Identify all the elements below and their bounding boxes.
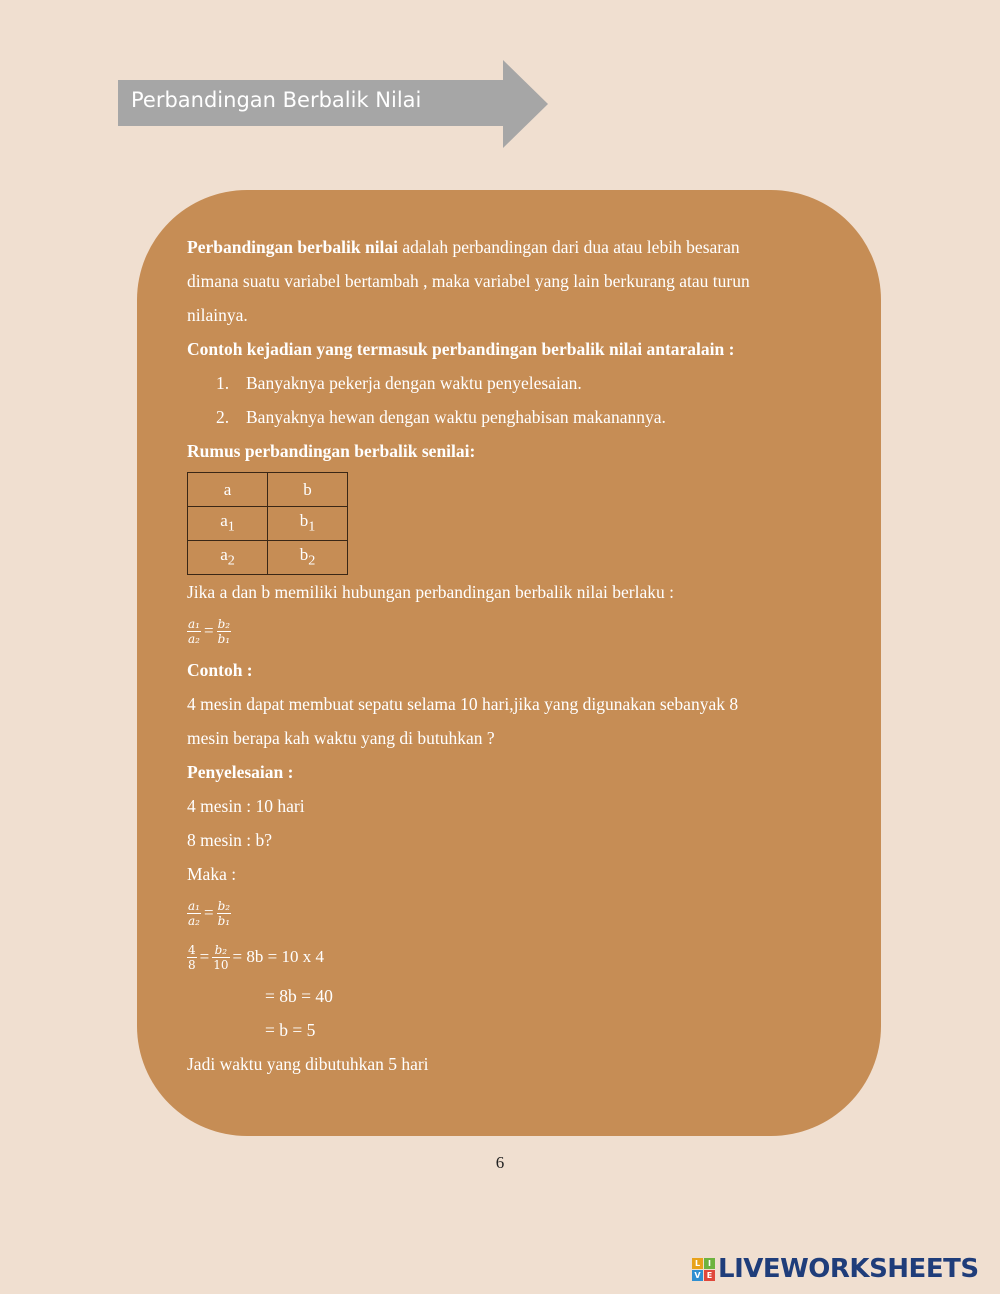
list-item: 1. Banyaknya pekerja dengan waktu penyelesaian. — [216, 373, 582, 393]
table-row — [188, 507, 348, 541]
conclusion: Jadi waktu yang dibutuhkan 5 hari — [187, 1054, 429, 1074]
fraction: $\frac{\text{b₂}}{10}$ — [213, 942, 229, 972]
definition-term: Perbandingan berbalik nilai — [187, 237, 399, 257]
table-header-b: b — [268, 473, 348, 507]
definition-line-3: nilainya. — [187, 305, 248, 325]
example-heading: Contoh : — [187, 660, 253, 680]
liveworksheets-logo[interactable] — [692, 1254, 979, 1284]
fraction: $\frac{\text{b₂}}{\text{b₁}}$ — [217, 616, 231, 646]
page-title: Perbandingan Berbalik Nilai — [131, 88, 422, 112]
fraction: $\frac{4}{8}$ — [188, 942, 196, 972]
calculation: $\frac{4}{8}$ = $\frac{\text{b₂}}{10}$ = 8b = 10 x 4 — [188, 942, 324, 972]
table-cell: $a_1$ — [188, 507, 268, 541]
section-banner — [118, 60, 548, 148]
table-cell: $b_1$ — [268, 507, 348, 541]
problem-line-1: 4 mesin dapat membuat sepatu selama 10 hari,jika yang digunakan sebanyak 8 — [187, 694, 739, 714]
definition-line-2: dimana suatu variabel bertambah , maka variabel yang lain berkurang atau turun — [187, 271, 750, 291]
examples-heading: Contoh kejadian yang termasuk perbandingan berbalik nilai antaralain : — [187, 339, 735, 359]
table-cell: $b_2$ — [268, 541, 348, 575]
given-1: 4 mesin : 10 hari — [187, 796, 305, 816]
definition-text: adalah perbandingan dari dua atau lebih besaran — [398, 237, 740, 257]
fraction: $\frac{\text{a₁}}{\text{a₂}}$ — [188, 898, 200, 928]
fraction: $\frac{\text{a₁}}{\text{a₂}}$ — [188, 616, 200, 646]
formula: $\frac{\text{a₁}}{\text{a₂}}$ = $\frac{\text{b₂}}{\text{b₁}}$ — [188, 898, 231, 928]
logo-icon: L I V E — [692, 1258, 715, 1281]
table-row — [188, 473, 348, 507]
table-cell: $a_2$ — [188, 541, 268, 575]
problem-line-2: mesin berapa kah waktu yang di butuhkan ? — [187, 728, 495, 748]
relation-text: Jika a dan b memiliki hubungan perbandingan berbalik nilai berlaku : — [187, 582, 674, 602]
calc-step-2: = 8b = 40 — [265, 986, 333, 1006]
page-number: 6 — [495, 1153, 505, 1172]
table-header-a: a — [188, 473, 268, 507]
content-body — [187, 230, 837, 1081]
given-2: 8 mesin : b? — [187, 830, 273, 850]
calc-step-3: = b = 5 — [265, 1020, 316, 1040]
definition-line-1 — [187, 230, 837, 264]
formula-heading: Rumus perbandingan berbalik senilai: — [187, 441, 476, 461]
formula: $\frac{\text{a₁}}{\text{a₂}}$ = $\frac{\text{b₂}}{\text{b₁}}$ — [188, 616, 231, 646]
list-item: 2. Banyaknya hewan dengan waktu penghabisan makanannya. — [216, 407, 666, 427]
table-row — [188, 541, 348, 575]
ratio-table — [187, 472, 348, 575]
logo-text: LIVEWORKSHEETS — [718, 1254, 979, 1284]
maka-label: Maka : — [187, 864, 237, 884]
solution-heading: Penyelesaian : — [187, 762, 294, 782]
fraction: $\frac{\text{b₂}}{\text{b₁}}$ — [217, 898, 231, 928]
